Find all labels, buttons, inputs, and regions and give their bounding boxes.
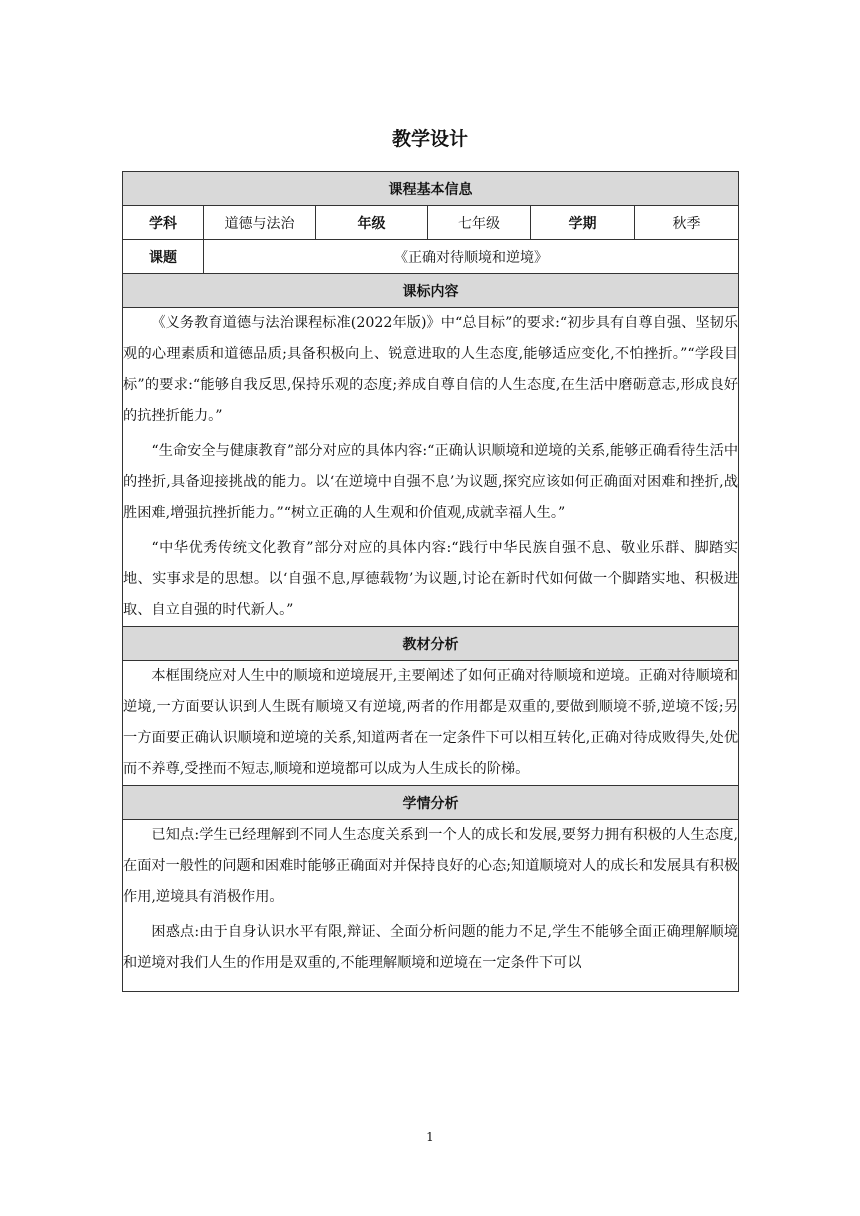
standard-paragraph: “中华优秀传统文化教育”部分对应的具体内容:“践行中华民族自强不息、敬业乐群、脚踏实地、实事求是的思想。以‘自强不息,厚德载物’为议题,讨论在新时代如何做一个脚踏实地、积极进取、自立自强的时代新人。” xyxy=(123,540,739,618)
standard-content xyxy=(123,308,739,627)
term-label: 学期 xyxy=(531,206,635,240)
grade-label: 年级 xyxy=(316,206,428,240)
page-number: 1 xyxy=(426,1130,434,1144)
textbook-content xyxy=(123,661,739,786)
section-header-textbook: 教材分析 xyxy=(123,627,739,661)
grade-value: 七年级 xyxy=(428,206,531,240)
standard-paragraph: 《义务教育道德与法治课程标准(2022年版)》中“总目标”的要求:“初步具有自尊自强、坚韧乐观的心理素质和道德品质;具备积极向上、锐意进取的人生态度,能够适应变化,不怕挫折。”“学段目标”的要求:“能够自我反思,保持乐观的态度;养成自尊自信的人生态度,在生活中磨砺意志,形成良好的抗挫折能力。” xyxy=(123,315,739,424)
topic-label: 课题 xyxy=(123,240,204,274)
section-header-learner: 学情分析 xyxy=(123,786,739,820)
section-header-basic-info: 课程基本信息 xyxy=(123,172,739,206)
document-title: 教学设计 xyxy=(391,128,468,150)
topic-value: 《正确对待顺境和逆境》 xyxy=(204,240,739,274)
textbook-paragraph: 本框围绕应对人生中的顺境和逆境展开,主要阐述了如何正确对待顺境和逆境。正确对待顺境和逆境,一方面要认识到人生既有顺境又有逆境,两者的作用都是双重的,要做到顺境不骄,逆境不馁;另一方面要正确认识顺境和逆境的关系,知道两者在一定条件下可以相互转化,正确对待成败得失,处优而不养尊,受挫而不短志,顺境和逆境都可以成为人生成长的阶梯。 xyxy=(123,668,739,777)
learner-content xyxy=(123,820,739,992)
lesson-design-table xyxy=(122,171,739,992)
section-header-standard: 课标内容 xyxy=(123,274,739,308)
subject-label: 学科 xyxy=(123,206,204,240)
learner-paragraph: 已知点:学生已经理解到不同人生态度关系到一个人的成长和发展,要努力拥有积极的人生态度,在面对一般性的问题和困难时能够正确面对并保持良好的心态;知道顺境对人的成长和发展具有积极作用,逆境具有消极作用。 xyxy=(123,827,739,905)
subject-value: 道德与法治 xyxy=(204,206,316,240)
term-value: 秋季 xyxy=(635,206,739,240)
learner-paragraph: 困惑点:由于自身认识水平有限,辩证、全面分析问题的能力不足,学生不能够全面正确理解顺境和逆境对我们人生的作用是双重的,不能理解顺境和逆境在一定条件下可以 xyxy=(123,924,739,971)
standard-paragraph: “生命安全与健康教育”部分对应的具体内容:“正确认识顺境和逆境的关系,能够正确看待生活中的挫折,具备迎接挑战的能力。以‘在逆境中自强不息’为议题,探究应该如何正确面对困难和挫折,战胜困难,增强抗挫折能力。”“树立正确的人生观和价值观,成就幸福人生。” xyxy=(123,443,739,521)
